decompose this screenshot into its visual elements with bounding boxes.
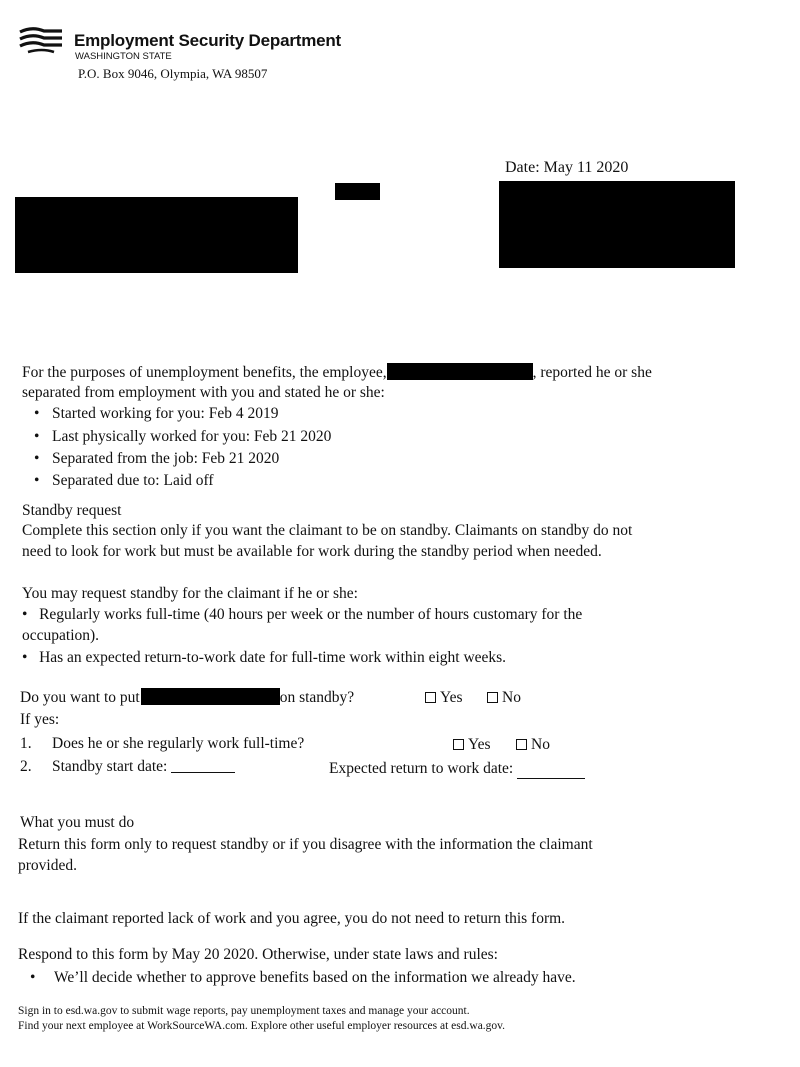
redacted-address-block [15,197,298,273]
if-yes-label: If yes: [20,711,60,728]
yes-checkbox[interactable] [453,739,464,750]
bullet: • [22,649,28,666]
intro-line-1 [22,362,652,384]
return-date-field[interactable] [517,764,585,779]
standby-paragraph: need to look for work but must be available for work during the standby period when needed. [22,543,602,560]
no-label: No [502,689,521,706]
bullet: • [34,405,40,422]
fact-item [22,470,214,492]
must-do-text: Respond to this form by May 20 2020. Otherwise, under state laws and rules: [18,946,498,963]
must-do-heading: What you must do [20,814,135,831]
return-date-label [329,758,585,780]
return-date-text: Expected return to work date: [329,760,514,777]
intro-line-2: separated from employment with you and stated he or she: [22,384,385,401]
fulltime-yes-option[interactable] [453,734,491,756]
yes-label: Yes [468,736,491,753]
letter-date: Date: May 11 2020 [505,159,629,176]
must-do-bullet [18,967,576,989]
fact-item [22,426,331,448]
fact-text: Started working for you: Feb 4 2019 [52,405,279,422]
must-do-bullet-text: We’ll decide whether to approve benefits based on the information we already have. [54,969,576,986]
footer-line: Find your next employee at WorkSourceWA.com. Explore other useful employer resources at esd.wa.gov. [18,1020,506,1032]
standby-yes-option[interactable] [425,687,463,709]
esd-logo-icon [18,24,64,58]
standby-criteria-intro: You may request standby for the claimant if he or she: [22,585,358,602]
org-name: Employment Security Department [74,31,342,50]
fact-text: Separated due to: Laid off [52,472,214,489]
standby-criterion [22,647,506,669]
fact-item [22,448,279,470]
standby-start-label [52,756,235,778]
no-label: No [531,736,550,753]
org-address: P.O. Box 9046, Olympia, WA 98507 [78,66,268,81]
fulltime-no-option[interactable] [516,734,550,756]
question-text: on standby? [279,689,355,706]
fact-text: Separated from the job: Feb 21 2020 [52,450,280,467]
fact-item [22,403,278,425]
bullet: • [34,472,40,489]
start-date-text: Standby start date: [52,758,168,775]
question-text: Do you want to put [20,689,140,706]
standby-no-option[interactable] [487,687,521,709]
criterion-text: Regularly works full-time (40 hours per week or the number of hours customary for the [39,606,583,623]
criterion-text: Has an expected return-to-work date for full-time work within eight weeks. [39,649,507,666]
fulltime-question: Does he or she regularly work full-time? [52,735,305,752]
redacted-employee-name [141,688,280,705]
standby-criterion [22,604,582,626]
intro-text: , reported he or she [532,364,652,381]
redacted-address-block [499,181,735,268]
bullet: • [34,450,40,467]
org-subtitle: WASHINGTON STATE [75,51,172,62]
fact-text: Last physically worked for you: Feb 21 2020 [52,428,332,445]
footer-line: Sign in to esd.wa.gov to submit wage reports, pay unemployment taxes and manage your account. [18,1005,470,1017]
standby-paragraph: Complete this section only if you want the claimant to be on standby. Claimants on standby do not [22,522,633,539]
bullet: • [22,606,28,623]
question-item-number: 2. [20,758,32,775]
bullet: • [30,969,36,986]
question-item-number: 1. [20,735,32,752]
no-checkbox[interactable] [516,739,527,750]
must-do-text: Return this form only to request standby or if you disagree with the information the claimant [18,836,593,853]
no-checkbox[interactable] [487,692,498,703]
must-do-text: If the claimant reported lack of work and you agree, you do not need to return this form. [18,910,566,927]
redacted-employee-name [387,363,533,380]
intro-text: For the purposes of unemployment benefits, the employee, [22,364,387,381]
standby-start-date-field[interactable] [171,758,235,773]
standby-heading: Standby request [22,502,122,519]
yes-label: Yes [440,689,463,706]
yes-checkbox[interactable] [425,692,436,703]
must-do-text: provided. [18,857,77,874]
standby-question [20,687,354,709]
bullet: • [34,428,40,445]
standby-criterion-cont: occupation). [22,627,100,644]
redacted-block [335,183,380,200]
